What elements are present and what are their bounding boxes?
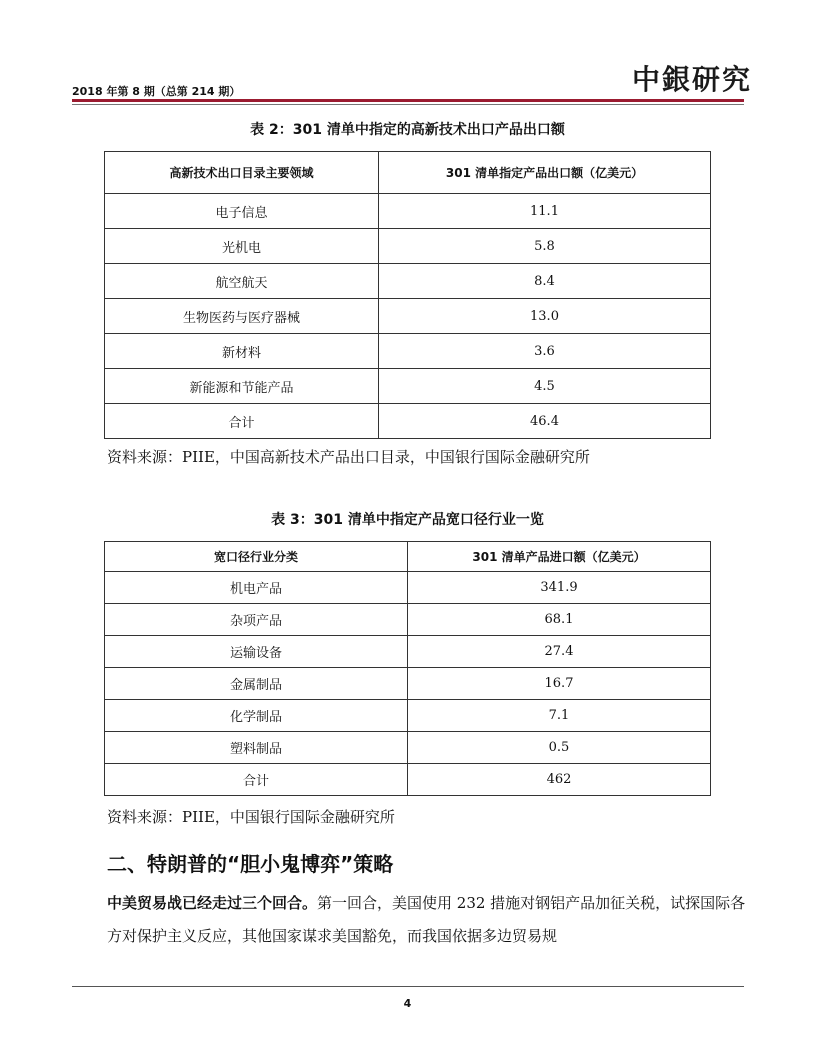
table3-cell-value: 16.7 [408, 668, 711, 700]
table3-cell-value: 0.5 [408, 732, 711, 764]
issue-label: 2018 年第 8 期（总第 214 期） [72, 85, 241, 98]
table-row [105, 229, 711, 264]
table3-cell-value: 27.4 [408, 636, 711, 668]
table-row [105, 604, 711, 636]
table2-cell-field: 光机电 [105, 229, 379, 264]
brand-logo: 中銀研究 [632, 63, 753, 96]
table2-cell-field: 航空航天 [105, 264, 379, 299]
table2-cell-value: 13.0 [379, 299, 711, 334]
table3-cell-field: 机电产品 [105, 572, 408, 604]
table2-caption: 表 2：301 清单中指定的高新技术出口产品出口额 [250, 122, 565, 138]
table2-cell-value: 5.8 [379, 229, 711, 264]
table-row [105, 732, 711, 764]
body-paragraph [107, 887, 747, 953]
table2-cell-value: 46.4 [379, 404, 711, 439]
table3 [104, 541, 711, 796]
table2-cell-field: 新材料 [105, 334, 379, 369]
table-row-total [105, 764, 711, 796]
table3-cell-value: 7.1 [408, 700, 711, 732]
table2 [104, 151, 711, 439]
table3-cell-field: 塑料制品 [105, 732, 408, 764]
table3-header-value: 301 清单产品进口额（亿美元） [408, 542, 711, 572]
paragraph-lead-bold: 中美贸易战已经走过三个回合。 [107, 894, 318, 912]
table2-cell-value: 4.5 [379, 369, 711, 404]
table3-cell-field: 杂项产品 [105, 604, 408, 636]
table-row [105, 636, 711, 668]
table-row [105, 264, 711, 299]
table3-cell-value: 462 [408, 764, 711, 796]
footer-rule [72, 986, 744, 987]
header-rule-thin [72, 104, 744, 105]
table2-cell-field: 电子信息 [105, 194, 379, 229]
table2-cell-field: 生物医药与医疗器械 [105, 299, 379, 334]
section-heading: 二、特朗普的“胆小鬼博弈”策略 [107, 852, 394, 876]
page-number: 4 [403, 997, 412, 1010]
table2-header-field: 高新技术出口目录主要领域 [105, 152, 379, 194]
table2-cell-field: 新能源和节能产品 [105, 369, 379, 404]
table2-cell-field: 合计 [105, 404, 379, 439]
paragraph-text: 第一回合，美国使用 232 措施对钢铝产品加征关税，试探国际各方对保护主义反应，其他国家谋求美国豁免，而我国依据多边贸易规 [107, 894, 746, 945]
table2-cell-value: 8.4 [379, 264, 711, 299]
table-row [105, 668, 711, 700]
table3-cell-field: 运输设备 [105, 636, 408, 668]
table3-cell-value: 341.9 [408, 572, 711, 604]
table2-cell-value: 11.1 [379, 194, 711, 229]
table3-cell-field: 金属制品 [105, 668, 408, 700]
table-row [105, 572, 711, 604]
table3-cell-value: 68.1 [408, 604, 711, 636]
table3-header-field: 宽口径行业分类 [105, 542, 408, 572]
table3-cell-field: 合计 [105, 764, 408, 796]
table-row [105, 369, 711, 404]
table-row [105, 700, 711, 732]
table-row [105, 334, 711, 369]
table-row [105, 194, 711, 229]
table2-cell-value: 3.6 [379, 334, 711, 369]
table3-source: 资料来源：PIIE，中国银行国际金融研究所 [107, 808, 395, 826]
table3-cell-field: 化学制品 [105, 700, 408, 732]
table3-caption: 表 3：301 清单中指定产品宽口径行业一览 [271, 512, 544, 528]
table2-source: 资料来源：PIIE，中国高新技术产品出口目录，中国银行国际金融研究所 [107, 448, 590, 466]
table-row [105, 299, 711, 334]
table-row-total [105, 404, 711, 439]
table2-header-value: 301 清单指定产品出口额（亿美元） [379, 152, 711, 194]
header-rule [72, 99, 744, 102]
